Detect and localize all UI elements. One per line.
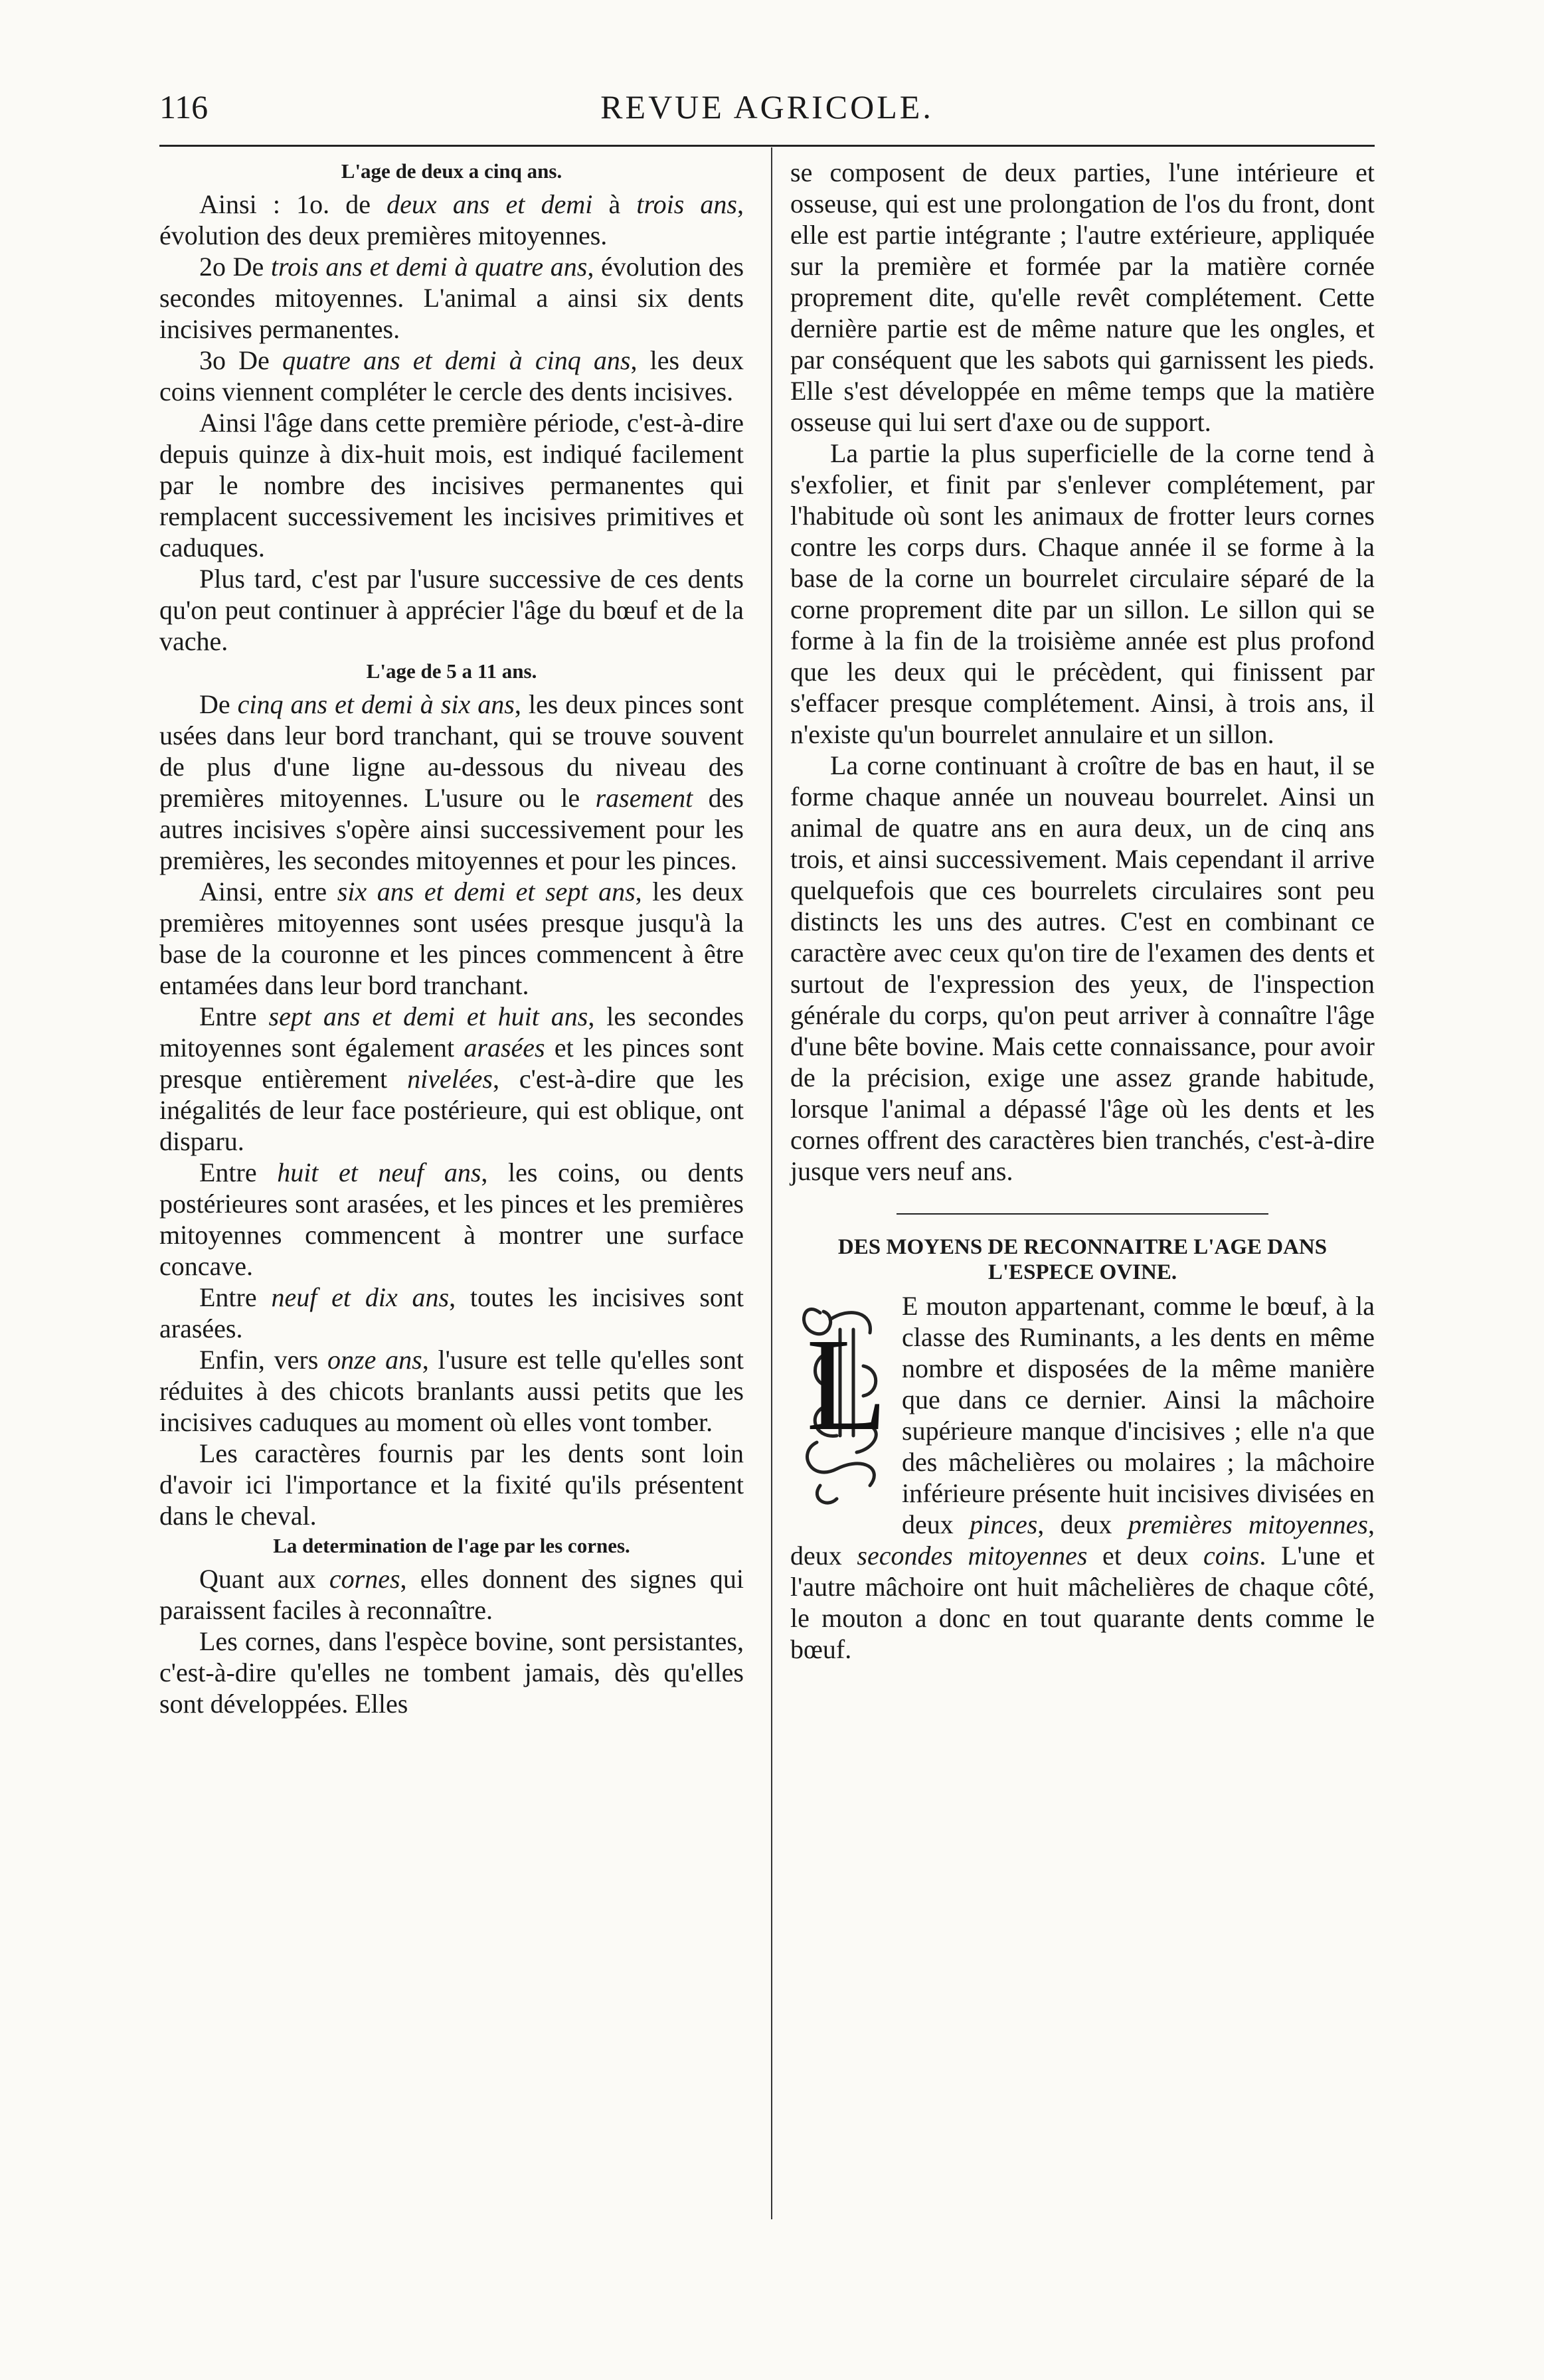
dropcap-letter: L	[806, 1312, 888, 1458]
subheading-age-two-five: L'age de deux a cinq ans.	[341, 159, 562, 183]
paragraph: Plus tard, c'est par l'usure successive de ces dents qu'on peut continuer à apprécier l'âge du bœuf et de la vache.	[159, 564, 744, 656]
paragraph: se composent de deux parties, l'une intérieure et osseuse, qui est une prolongation de l'os du front, dont elle est partie intégrante ; l'autre extérieure, appliquée sur la première et formée par la matière cornée proprement dite, qu'elle revêt complétement. Cette dernière partie est de même nature que les ongles, et par conséquent que les sabots qui garnissent les pieds. Elle s'est développée en même temps que la matière osseuse qui lui sert d'axe ou de support.	[790, 157, 1375, 437]
paragraph: Entre neuf et dix ans, toutes les incisives sont arasées.	[159, 1282, 744, 1343]
paragraph: Entre huit et neuf ans, les coins, ou dents postérieures sont arasées, et les pinces et les premières mitoyennes commencent à montrer une surface concave.	[159, 1157, 744, 1281]
paragraph: 3o De quatre ans et demi à cinq ans, les deux coins viennent compléter le cercle des dents incisives.	[159, 345, 744, 406]
page-number: 116	[159, 88, 209, 126]
ornamental-dropcap-icon	[790, 1293, 890, 1512]
column-divider	[771, 147, 772, 2219]
right-column	[790, 157, 1375, 1665]
subheading-horns: La determination de l'age par les cornes.	[273, 1534, 630, 1557]
section-title: DES MOYENS DE RECONNAITRE L'AGE DANS L'ESPECE OVINE.	[837, 1235, 1328, 1284]
paragraph: Enfin, vers onze ans, l'usure est telle qu'elles sont réduites à des chicots branlants aussi petits que les incisives caduques au moment où elles vont tomber.	[159, 1345, 744, 1437]
paragraph: Entre sept ans et demi et huit ans, les secondes mitoyennes sont également arasées et les pinces sont presque entièrement nivelées, c'est-à-dire que les inégalités de leur face postérieure, qui est oblique, ont disparu.	[159, 1001, 744, 1156]
paragraph: De cinq ans et demi à six ans, les deux pinces sont usées dans leur bord tranchant, qui se trouve souvent de plus d'une ligne au-dessous du niveau des premières mitoyennes. L'usure ou le rasement des autres incisives s'opère ainsi successivement pour les premières, les secondes mitoyennes et pour les pinces.	[159, 689, 744, 875]
paragraph: Ainsi, entre six ans et demi et sept ans, les deux premières mitoyennes sont usées presque jusqu'à la base de la couronne et les pinces commencent à être entamées dans leur bord tranchant.	[159, 877, 744, 1000]
header-rule	[159, 145, 1375, 147]
paragraph: E mouton appartenant, comme le bœuf, à la classe des Ruminants, a les dents en même nombre et disposées de la même manière que dans ce dernier. Ainsi la mâchoire supérieure manque d'incisives ; elle n'a que des mâchelières ou molaires ; la mâchoire inférieure présente huit incisives divisées en deux pinces, deux premières mitoyennes, deux secondes mitoyennes et deux coins. L'une et l'autre mâchoire ont huit mâchelières de chaque côté, le mouton a donc en tout quarante dents comme le bœuf.	[790, 1291, 1375, 1664]
paragraph: Ainsi l'âge dans cette première période, c'est-à-dire depuis quinze à dix-huit mois, est indiqué facilement par le nombre des incisives permanentes qui remplacent successivement les incisives primitives et caduques.	[159, 408, 744, 562]
paragraph: La corne continuant à croître de bas en haut, il se forme chaque année un nouveau bourrelet. Ainsi un animal de quatre ans en aura deux, un de cinq ans trois, et ainsi successivement. Mais cependant il arrive quelquefois que ces bourrelets circulaires sont peu distincts les uns des autres. C'est en combinant ce caractère avec ceux qu'on tire de l'examen des dents et surtout de l'expression des yeux, de l'inspection générale du corps, qu'on peut arriver à connaître l'âge d'une bête bovine. Mais cette connaissance, pour avoir de la précision, exige une assez grande habitude, lorsque l'animal a dépassé l'âge où les dents et les cornes offrent des caractères bien tranchés, c'est-à-dire jusque vers neuf ans.	[790, 750, 1375, 1186]
paragraph: 2o De trois ans et demi à quatre ans, évolution des secondes mitoyennes. L'animal a ainsi six dents incisives permanentes.	[159, 252, 744, 344]
paragraph: Quant aux cornes, elles donnent des signes qui paraissent faciles à reconnaître.	[159, 1564, 744, 1625]
running-title: REVUE AGRICOLE.	[600, 88, 934, 126]
paragraph: La partie la plus superficielle de la corne tend à s'exfolier, et finit par s'enlever complétement, par l'habitude où sont les animaux de frotter leurs cornes contre les corps durs. Chaque année il se forme à la base de la corne un bourrelet circulaire séparé de la corne proprement dite par un sillon. Le sillon qui se forme à la fin de la troisième année est plus profond que les deux qui le précèdent, qui finissent par s'effacer presque complétement. Ainsi, à trois ans, il n'existe qu'un bourrelet annulaire et un sillon.	[790, 438, 1375, 749]
paragraph: Les caractères fournis par les dents sont loin d'avoir ici l'importance et la fixité qu'ils présentent dans le cheval.	[159, 1438, 744, 1531]
subheading-age-five-eleven: L'age de 5 a 11 ans.	[366, 659, 537, 683]
drop-cap-paragraph	[790, 1290, 1375, 1665]
left-column	[159, 157, 744, 1719]
paragraph: Ainsi : 1o. de deux ans et demi à trois ans, évolution des deux premières mitoyennes.	[159, 189, 744, 250]
paragraph: Les cornes, dans l'espèce bovine, sont persistantes, c'est-à-dire qu'elles ne tombent jamais, dès qu'elles sont développées. Elles	[159, 1626, 744, 1719]
running-header	[159, 88, 1375, 134]
section-rule	[897, 1213, 1268, 1215]
